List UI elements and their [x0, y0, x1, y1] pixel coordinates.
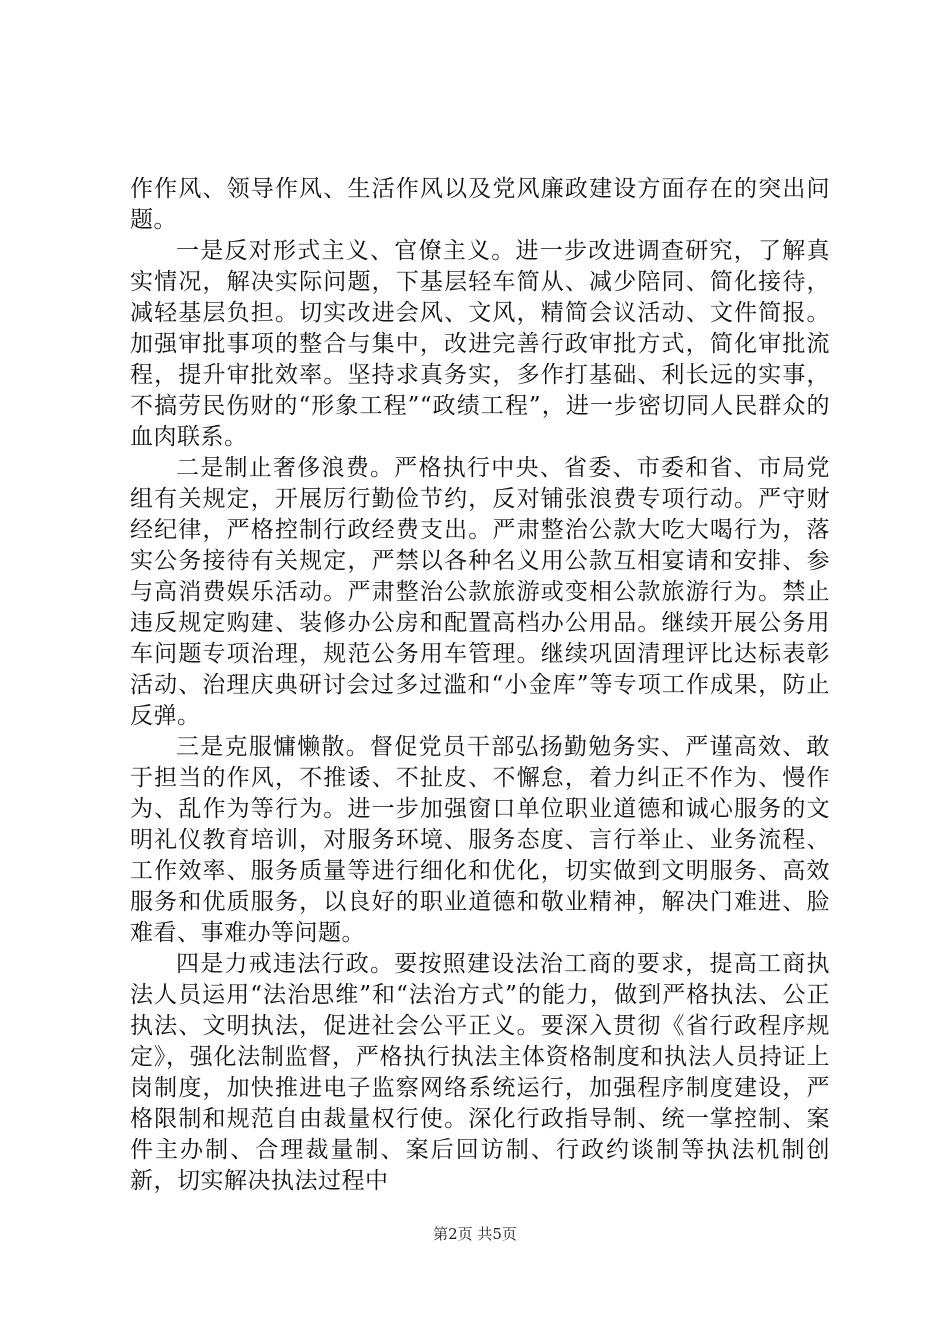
paragraph-3: 二是制止奢侈浪费。严格执行中央、省委、市委和省、市局党组有关规定，开展厉行勤俭节约，反对铺张浪费专项行动。严守财经纪律，严格控制行政经费支出。严肃整治公款大吃大喝行为，落实公务接待有关规定，严禁以各种名义用公款互相宴请和安排、参与高消费娱乐活动。严肃整治公款旅游或变相公款旅游行为。禁止违反规定购建、装修办公房和配置高档办公用品。继续开展公务用车问题专项治理，规范公务用车管理。继续巩固清理评比达标表彰活动、治理庆典研讨会过多过滥和“小金库”等专项工作成果，防止反弹。 [130, 455, 830, 729]
page-number-footer: 第2页 共5页 [433, 1225, 517, 1243]
paragraph-5: 四是力戒违法行政。要按照建设法治工商的要求，提高工商执法人员运用“法治思维”和“法治方式”的能力，做到严格执法、公正执法、文明执法，促进社会公平正义。要深入贯彻《省行政程序规定》，强化法制监督，严格执行执法主体资格制度和执法人员持证上岗制度，加快推进电子监察网络系统运行，加强程序制度建设，严格限制和规范自由裁量权行使。深化行政指导制、统一掌控制、案件主办制、合理裁量制、案后回访制、行政约谈制等执法机制创新，切实解决执法过程中 [130, 951, 830, 1194]
paragraph-4: 三是克服慵懒散。督促党员干部弘扬勤勉务实、严谨高效、敢于担当的作风，不推诿、不扯皮、不懈怠，着力纠正不作为、慢作为、乱作为等行为。进一步加强窗口单位职业道德和诚心服务的文明礼仪教育培训，对服务环境、服务态度、言行举止、业务流程、工作效率、服务质量等进行细化和优化，切实做到文明服务、高效服务和优质服务，以良好的职业道德和敬业精神，解决门难进、脸难看、事难办等问题。 [130, 734, 830, 946]
document-body [130, 174, 830, 1197]
paragraph-2: 一是反对形式主义、官僚主义。进一步改进调查研究，了解真实情况，解决实际问题，下基层轻车简从、减少陪同、简化接待，减轻基层负担。切实改进会风、文风，精简会议活动、文件简报。加强审批事项的整合与集中，改进完善行政审批方式，简化审批流程，提升审批效率。坚持求真务实，多作打基础、利长远的实事，不搞劳民伤财的“形象工程”“政绩工程”，进一步密切同人民群众的血肉联系。 [130, 238, 830, 450]
paragraph-1: 作作风、领导作风、生活作风以及党风廉政建设方面存在的突出问题。 [130, 176, 830, 233]
